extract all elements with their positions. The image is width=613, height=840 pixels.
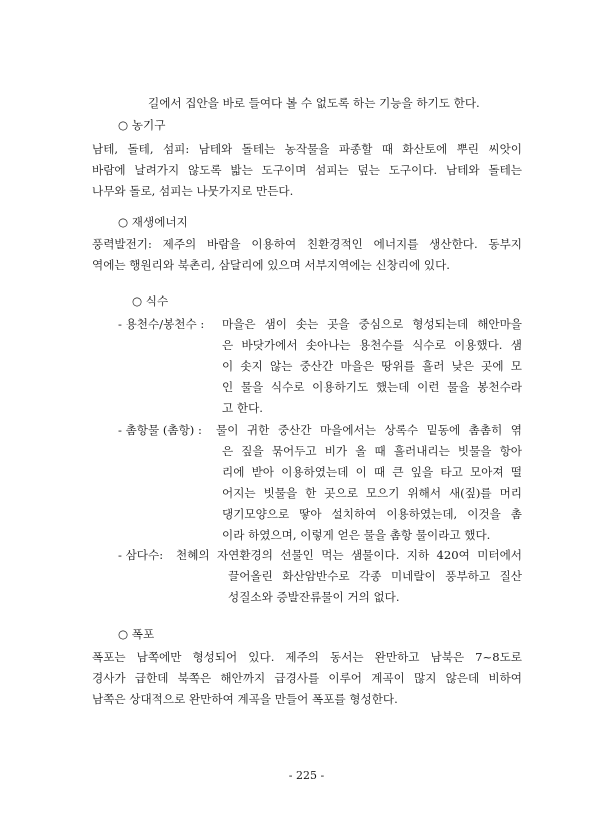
- list-item-text: 은 바닷가에서 솟아나는 용천수를 식수로 이용했다. 샘: [222, 338, 522, 352]
- section-heading-renewable: ○ 재생에너지: [118, 215, 188, 229]
- body-text-line: 풍력발전기: 제주의 바람을 이용하여 친환경적인 에너지를 생산한다. 동부지: [92, 237, 522, 251]
- list-item-text: 리에 받아 이용하였는데 이 때 큰 잎을 타고 모아져 떨: [222, 465, 522, 479]
- page-number: - 225 -: [288, 769, 325, 782]
- section-heading-farm-tools: ○ 농기구: [118, 118, 166, 132]
- list-item-text: 고 한다.: [222, 401, 263, 415]
- list-item-text: 이 솟지 않는 중산간 마을은 땅위를 흘러 낮은 곳에 모: [222, 359, 522, 373]
- list-item-text: 천혜의 자연환경의 선물인 먹는 샘물이다. 지하 420여 미터에서: [176, 548, 522, 562]
- list-item-text: 성질소와 증발잔류물이 거의 없다.: [228, 590, 400, 604]
- list-item-text: 댕기모양으로 땋아 설치하여 이용하였는데, 이것을 촘: [222, 507, 522, 521]
- body-text-line: 역에는 행원리와 북촌리, 삼달리에 있으며 서부지역에는 신창리에 있다.: [92, 258, 450, 272]
- list-item-text: 어지는 빗물을 한 곳으로 모으기 위해서 새(짚)를 머리: [222, 486, 522, 500]
- list-item-text: 은 짚을 묶어두고 비가 올 때 흘러내리는 빗물을 항아: [222, 444, 522, 458]
- body-text-line: 길에서 집안을 바로 들여다 볼 수 없도록 하는 기능을 하기도 한다.: [148, 96, 480, 110]
- list-item-text: 마을은 샘이 솟는 곳을 중심으로 형성되는데 해안마을: [222, 317, 522, 331]
- body-text-line: 경사가 급한데 북쪽은 해안까지 급경사를 이루어 계곡이 많지 않은데 비하여: [92, 671, 522, 685]
- body-text-line: 남쪽은 상대적으로 완만하여 계곡을 만들어 폭포를 형성한다.: [92, 692, 398, 706]
- body-text-line: 나무와 돌로, 섬피는 나뭇가지로 만든다.: [92, 184, 294, 198]
- list-item-label: - 용천수/봉천수 :: [118, 317, 205, 331]
- list-item-label: - 삼다수:: [118, 548, 164, 562]
- list-item-text: 이라 하였으며, 이렇게 얻은 물을 촘항 물이라고 했다.: [222, 528, 491, 542]
- list-item-text: 끌어올린 화산암반수로 각종 미네랄이 풍부하고 질산: [228, 569, 522, 583]
- list-item-text: 물이 귀한 중산간 마을에서는 상록수 밑동에 촘촘히 엮: [216, 423, 522, 437]
- list-item-text: 인 물을 식수로 이용하기도 했는데 이런 물을 봉천수라: [222, 380, 522, 394]
- body-text-line: 폭포는 남쪽에만 형성되어 있다. 제주의 동서는 완만하고 남북은 7~8도로: [92, 650, 522, 664]
- list-item-label: - 촘항물 (촘항) :: [118, 423, 202, 437]
- section-heading-water: ○ 식수: [132, 294, 169, 308]
- section-heading-waterfall: ○ 폭포: [118, 627, 155, 641]
- body-text-line: 바람에 날려가지 않도록 밟는 도구이며 섬피는 덮는 도구이다. 남테와 돌테는: [92, 163, 522, 177]
- body-text-line: 남테, 돌테, 섬피: 남테와 돌테는 농작물을 파종할 때 화산토에 뿌린 씨앗이: [92, 142, 522, 156]
